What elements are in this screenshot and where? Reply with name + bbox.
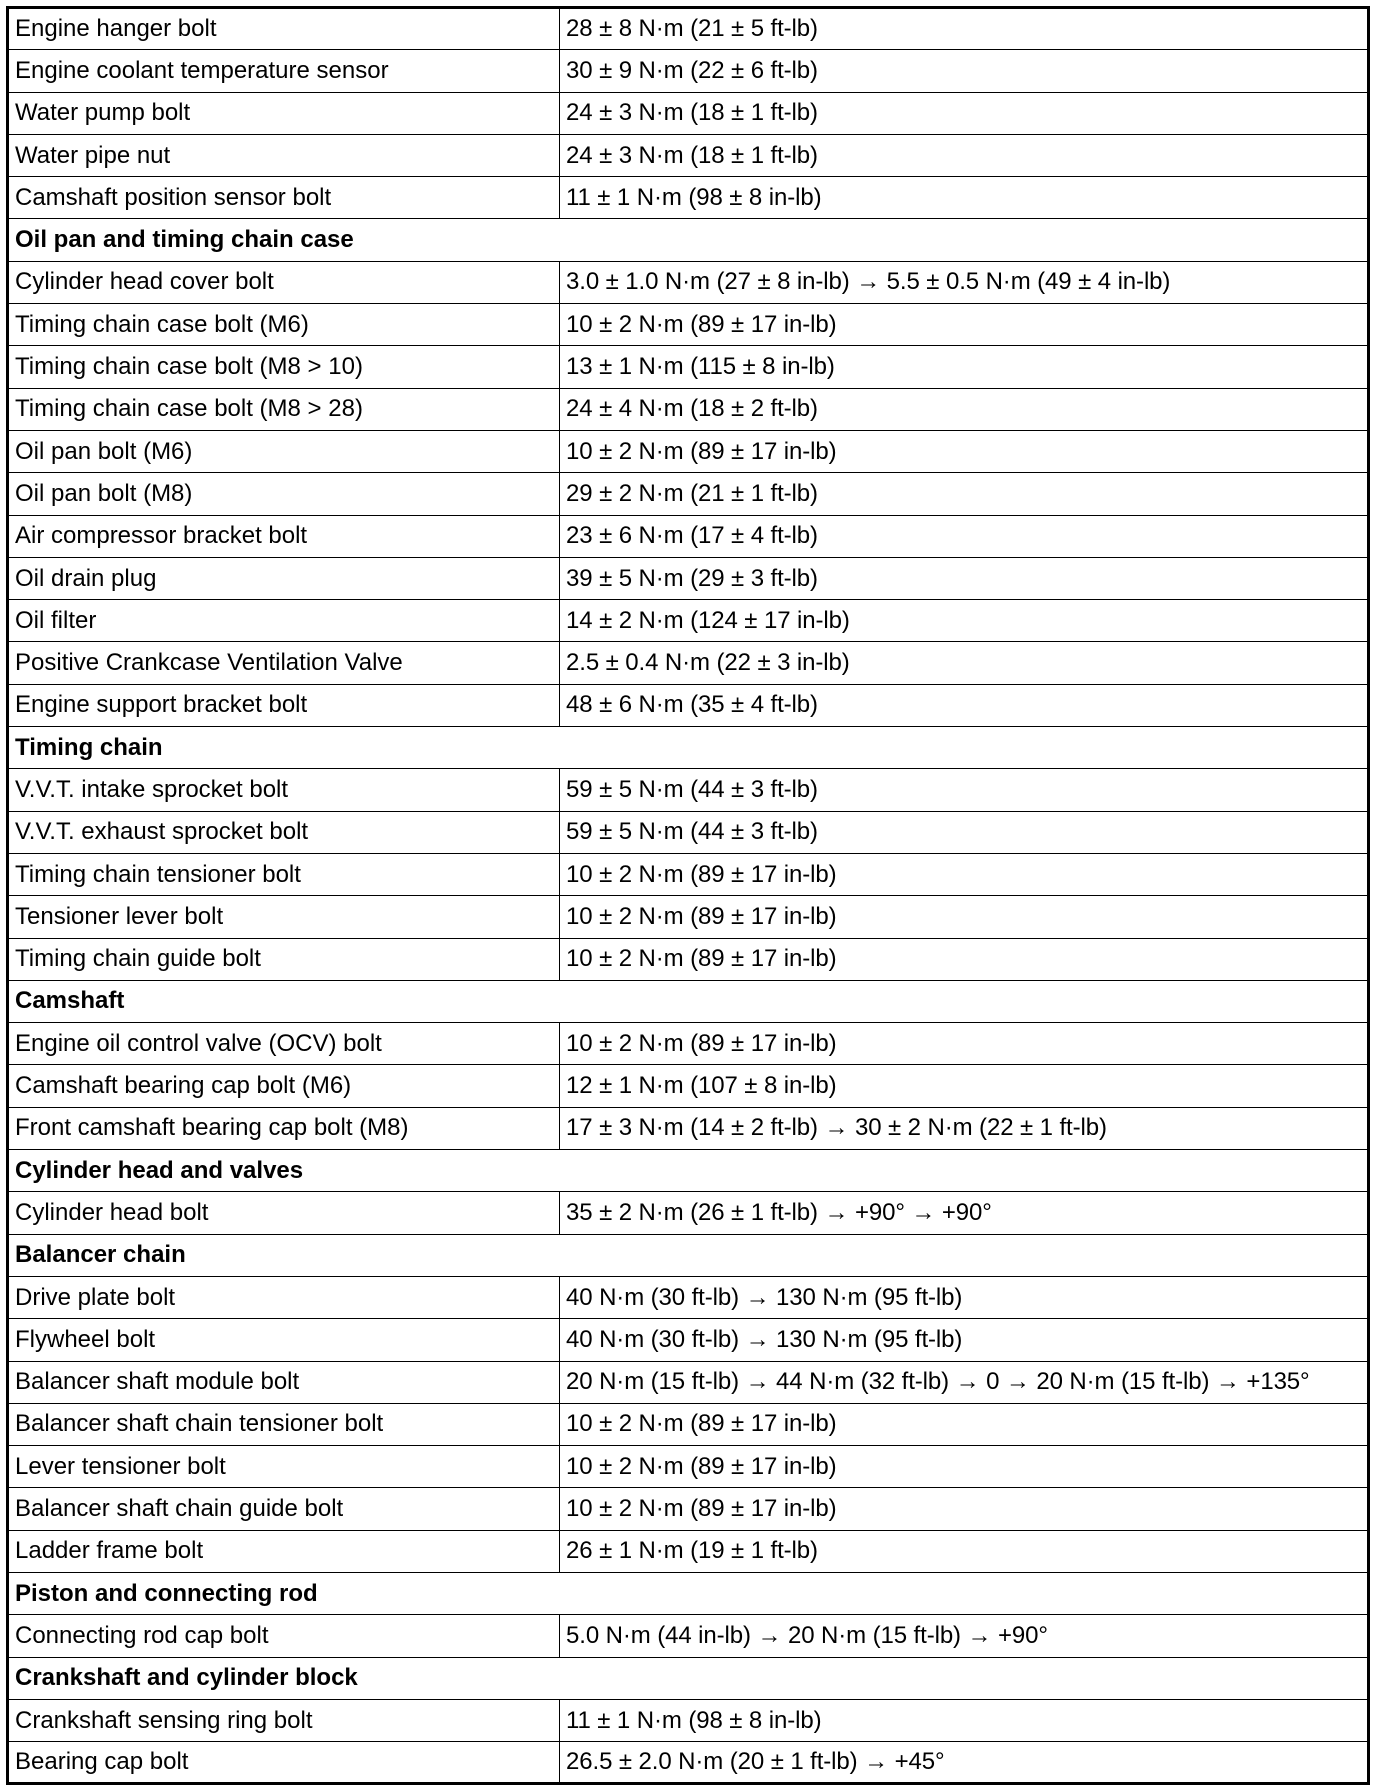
table-row [8, 1615, 1369, 1657]
torque-value-cell: 11 ± 1 N·m (98 ± 8 in-lb) [560, 177, 1369, 219]
torque-value-cell: 30 ± 9 N·m (22 ± 6 ft-lb) [560, 50, 1369, 92]
component-name-cell: Balancer shaft chain tensioner bolt [8, 1403, 560, 1445]
torque-value-cell: 12 ± 1 N·m (107 ± 8 in-lb) [560, 1065, 1369, 1107]
table-row [8, 557, 1369, 599]
table-row [8, 1361, 1369, 1403]
section-title: Balancer chain [8, 1234, 1369, 1276]
component-name-cell: Oil pan bolt (M8) [8, 473, 560, 515]
torque-value-cell: 24 ± 4 N·m (18 ± 2 ft-lb) [560, 388, 1369, 430]
table-row [8, 1276, 1369, 1318]
component-name-cell: Timing chain tensioner bolt [8, 853, 560, 895]
component-name-cell: Engine hanger bolt [8, 8, 560, 50]
component-name-cell: Camshaft bearing cap bolt (M6) [8, 1065, 560, 1107]
component-name-cell: Timing chain case bolt (M8 > 28) [8, 388, 560, 430]
torque-value-cell: 35 ± 2 N·m (26 ± 1 ft-lb) → +90° → +90° [560, 1192, 1369, 1234]
section-title: Cylinder head and valves [8, 1150, 1369, 1192]
component-name-cell: Flywheel bolt [8, 1319, 560, 1361]
torque-value-cell: 48 ± 6 N·m (35 ± 4 ft-lb) [560, 684, 1369, 726]
table-row [8, 811, 1369, 853]
component-name-cell: Oil drain plug [8, 557, 560, 599]
table-row [8, 1742, 1369, 1784]
section-title: Crankshaft and cylinder block [8, 1657, 1369, 1699]
table-row [8, 684, 1369, 726]
torque-value-cell: 24 ± 3 N·m (18 ± 1 ft-lb) [560, 134, 1369, 176]
torque-value-cell: 10 ± 2 N·m (89 ± 17 in-lb) [560, 1488, 1369, 1530]
torque-value-cell: 2.5 ± 0.4 N·m (22 ± 3 in-lb) [560, 642, 1369, 684]
component-name-cell: Timing chain case bolt (M8 > 10) [8, 346, 560, 388]
table-row [8, 1446, 1369, 1488]
component-name-cell: V.V.T. intake sprocket bolt [8, 769, 560, 811]
component-name-cell: Timing chain case bolt (M6) [8, 304, 560, 346]
table-row [8, 1403, 1369, 1445]
torque-value-cell: 23 ± 6 N·m (17 ± 4 ft-lb) [560, 515, 1369, 557]
table-row [8, 1192, 1369, 1234]
table-row [8, 896, 1369, 938]
section-header-row [8, 1234, 1369, 1276]
table-row [8, 1530, 1369, 1572]
component-name-cell: Timing chain guide bolt [8, 938, 560, 980]
component-name-cell: Connecting rod cap bolt [8, 1615, 560, 1657]
component-name-cell: Engine oil control valve (OCV) bolt [8, 1023, 560, 1065]
table-row [8, 8, 1369, 50]
table-row [8, 642, 1369, 684]
component-name-cell: Engine support bracket bolt [8, 684, 560, 726]
table-row [8, 853, 1369, 895]
torque-value-cell: 10 ± 2 N·m (89 ± 17 in-lb) [560, 938, 1369, 980]
torque-value-cell: 26 ± 1 N·m (19 ± 1 ft-lb) [560, 1530, 1369, 1572]
table-row [8, 1699, 1369, 1741]
section-title: Timing chain [8, 727, 1369, 769]
table-row [8, 1488, 1369, 1530]
component-name-cell: Balancer shaft chain guide bolt [8, 1488, 560, 1530]
component-name-cell: Oil filter [8, 600, 560, 642]
torque-value-cell: 10 ± 2 N·m (89 ± 17 in-lb) [560, 896, 1369, 938]
torque-value-cell: 10 ± 2 N·m (89 ± 17 in-lb) [560, 1023, 1369, 1065]
torque-value-cell: 10 ± 2 N·m (89 ± 17 in-lb) [560, 304, 1369, 346]
table-row [8, 515, 1369, 557]
table-row [8, 50, 1369, 92]
component-name-cell: Lever tensioner bolt [8, 1446, 560, 1488]
component-name-cell: V.V.T. exhaust sprocket bolt [8, 811, 560, 853]
torque-value-cell: 10 ± 2 N·m (89 ± 17 in-lb) [560, 853, 1369, 895]
torque-value-cell: 14 ± 2 N·m (124 ± 17 in-lb) [560, 600, 1369, 642]
torque-value-cell: 28 ± 8 N·m (21 ± 5 ft-lb) [560, 8, 1369, 50]
component-name-cell: Water pump bolt [8, 92, 560, 134]
table-row [8, 388, 1369, 430]
section-header-row [8, 1150, 1369, 1192]
table-row [8, 769, 1369, 811]
table-row [8, 92, 1369, 134]
table-row [8, 177, 1369, 219]
torque-value-cell: 40 N·m (30 ft-lb) → 130 N·m (95 ft-lb) [560, 1319, 1369, 1361]
torque-value-cell: 3.0 ± 1.0 N·m (27 ± 8 in-lb) → 5.5 ± 0.5 N·m (49 ± 4 in-lb) [560, 261, 1369, 303]
section-header-row [8, 980, 1369, 1022]
table-row [8, 134, 1369, 176]
component-name-cell: Balancer shaft module bolt [8, 1361, 560, 1403]
table-row [8, 430, 1369, 472]
table-row [8, 1023, 1369, 1065]
component-name-cell: Tensioner lever bolt [8, 896, 560, 938]
table-row [8, 1319, 1369, 1361]
section-title: Piston and connecting rod [8, 1572, 1369, 1614]
component-name-cell: Crankshaft sensing ring bolt [8, 1699, 560, 1741]
component-name-cell: Oil pan bolt (M6) [8, 430, 560, 472]
component-name-cell: Water pipe nut [8, 134, 560, 176]
table-row [8, 346, 1369, 388]
torque-value-cell: 39 ± 5 N·m (29 ± 3 ft-lb) [560, 557, 1369, 599]
torque-spec-table-body [8, 8, 1369, 1784]
component-name-cell: Cylinder head bolt [8, 1192, 560, 1234]
torque-spec-table [6, 6, 1370, 1785]
torque-value-cell: 59 ± 5 N·m (44 ± 3 ft-lb) [560, 811, 1369, 853]
table-row [8, 261, 1369, 303]
component-name-cell: Cylinder head cover bolt [8, 261, 560, 303]
component-name-cell: Engine coolant temperature sensor [8, 50, 560, 92]
component-name-cell: Air compressor bracket bolt [8, 515, 560, 557]
table-row [8, 600, 1369, 642]
table-row [8, 304, 1369, 346]
torque-value-cell: 10 ± 2 N·m (89 ± 17 in-lb) [560, 1403, 1369, 1445]
component-name-cell: Front camshaft bearing cap bolt (M8) [8, 1107, 560, 1149]
torque-value-cell: 17 ± 3 N·m (14 ± 2 ft-lb) → 30 ± 2 N·m (22 ± 1 ft-lb) [560, 1107, 1369, 1149]
torque-value-cell: 29 ± 2 N·m (21 ± 1 ft-lb) [560, 473, 1369, 515]
section-header-row [8, 1572, 1369, 1614]
torque-value-cell: 24 ± 3 N·m (18 ± 1 ft-lb) [560, 92, 1369, 134]
component-name-cell: Camshaft position sensor bolt [8, 177, 560, 219]
table-row [8, 1065, 1369, 1107]
table-row [8, 1107, 1369, 1149]
component-name-cell: Positive Crankcase Ventilation Valve [8, 642, 560, 684]
torque-value-cell: 20 N·m (15 ft-lb) → 44 N·m (32 ft-lb) → 0 → 20 N·m (15 ft-lb) → +135° [560, 1361, 1369, 1403]
torque-value-cell: 11 ± 1 N·m (98 ± 8 in-lb) [560, 1699, 1369, 1741]
section-title: Camshaft [8, 980, 1369, 1022]
table-row [8, 938, 1369, 980]
component-name-cell: Ladder frame bolt [8, 1530, 560, 1572]
section-header-row [8, 1657, 1369, 1699]
component-name-cell: Bearing cap bolt [8, 1742, 560, 1784]
torque-value-cell: 40 N·m (30 ft-lb) → 130 N·m (95 ft-lb) [560, 1276, 1369, 1318]
torque-value-cell: 5.0 N·m (44 in-lb) → 20 N·m (15 ft-lb) → +90° [560, 1615, 1369, 1657]
torque-value-cell: 26.5 ± 2.0 N·m (20 ± 1 ft-lb) → +45° [560, 1742, 1369, 1784]
torque-value-cell: 59 ± 5 N·m (44 ± 3 ft-lb) [560, 769, 1369, 811]
table-row [8, 473, 1369, 515]
torque-value-cell: 10 ± 2 N·m (89 ± 17 in-lb) [560, 430, 1369, 472]
section-header-row [8, 219, 1369, 261]
section-header-row [8, 727, 1369, 769]
section-title: Oil pan and timing chain case [8, 219, 1369, 261]
component-name-cell: Drive plate bolt [8, 1276, 560, 1318]
torque-value-cell: 10 ± 2 N·m (89 ± 17 in-lb) [560, 1446, 1369, 1488]
torque-value-cell: 13 ± 1 N·m (115 ± 8 in-lb) [560, 346, 1369, 388]
